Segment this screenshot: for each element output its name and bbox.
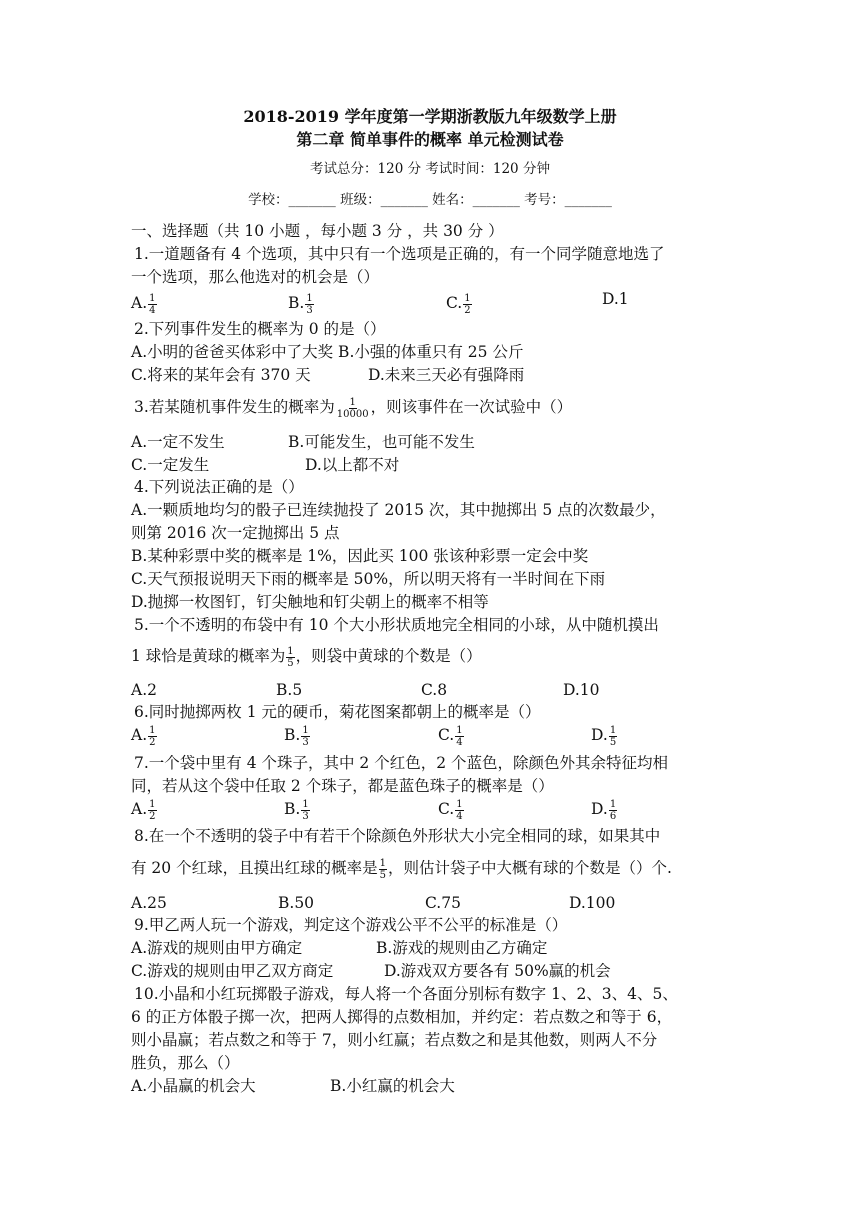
q4-option-a-line2: 则第 2016 次一定抛掷出 5 点 bbox=[131, 524, 340, 542]
q6-option-a: A. $\frac{1}{2}$ bbox=[131, 724, 156, 748]
q6-option-b: B. $\frac{1}{3}$ bbox=[284, 724, 309, 748]
q5-stem-line2: 1 球恰是黄球的概率为 $\frac{1}{5}$ ，则袋中黄球的个数是（） bbox=[131, 645, 482, 669]
q7-stem-line2: 同，若从这个袋中任取 2 个珠子，都是蓝色珠子的概率是（） bbox=[131, 777, 554, 795]
q5-option-b: B.5 bbox=[276, 681, 303, 699]
q2-options-ab: A.小明的爸爸买体彩中了大奖 B.小强的体重只有 25 公斤 bbox=[131, 343, 524, 361]
q7-option-c: C. $\frac{1}{4}$ bbox=[438, 798, 463, 822]
q1-stem-line1: 1.一道题备有 4 个选项，其中只有一个选项是正确的，有一个同学随意地选了 bbox=[134, 245, 665, 263]
q9-option-d: D.游戏双方要各有 50%赢的机会 bbox=[384, 962, 611, 980]
q3-option-b: B.可能发生，也可能不发生 bbox=[288, 433, 475, 451]
q3-option-a: A.一定不发生 bbox=[131, 433, 225, 451]
q9-option-b: B.游戏的规则由乙方确定 bbox=[376, 939, 548, 957]
q1-option-a: A. $\frac{1}{4}$ bbox=[131, 292, 156, 316]
q9-stem: 9.甲乙两人玩一个游戏，判定这个游戏公平不公平的标准是（） bbox=[134, 916, 568, 934]
exam-title-line1: 2018-2019 学年度第一学期浙教版九年级数学上册 bbox=[243, 107, 617, 126]
q8-stem-line1: 8.在一个不透明的袋子中有若干个除颜色外形状大小完全相同的球，如果其中 bbox=[134, 827, 661, 845]
q10-stem-line4: 胜负，那么（） bbox=[131, 1054, 240, 1072]
q1-stem-line2: 一个选项，那么他选对的机会是（） bbox=[131, 268, 380, 286]
q8-option-a: A.25 bbox=[131, 894, 167, 912]
q10-stem-line3: 则小晶赢；若点数之和等于 7，则小红赢；若点数之和是其他数，则两人不分 bbox=[131, 1031, 658, 1049]
q7-stem-line1: 7.一个袋中里有 4 个珠子，其中 2 个红色，2 个蓝色，除颜色外其余特征均相 bbox=[134, 754, 669, 772]
q1-option-d: D.1 bbox=[602, 290, 629, 308]
section-heading: 一、选择题（共 10 小题 ，每小题 3 分 ，共 30 分 ） bbox=[131, 222, 504, 240]
q3-option-c: C.一定发生 bbox=[131, 456, 210, 474]
q4-option-a-line1: A.一颗质地均匀的骰子已连续抛投了 2015 次，其中抛掷出 5 点的次数最少， bbox=[131, 501, 666, 519]
q7-option-d: D. $\frac{1}{6}$ bbox=[591, 798, 617, 822]
q9-option-a: A.游戏的规则由甲方确定 bbox=[131, 939, 303, 957]
q7-option-a: A. $\frac{1}{2}$ bbox=[131, 798, 156, 822]
exam-info: 考试总分：120 分 考试时间：120 分钟 bbox=[310, 161, 550, 177]
q9-option-c: C.游戏的规则由甲乙双方商定 bbox=[131, 962, 334, 980]
q8-stem-line2: 有 20 个红球，且摸出红球的概率是 $\frac{1}{5}$ ，则估计袋子中大概有球的个数是（）个. bbox=[131, 857, 672, 881]
q4-option-d: D.抛掷一枚图钉，钉尖触地和钉尖朝上的概率不相等 bbox=[131, 593, 489, 611]
q10-stem-line1: 10.小晶和小红玩掷骰子游戏，每人将一个各面分别标有数字 1、2、3、4、5、 bbox=[134, 985, 678, 1003]
q1-option-c: C. $\frac{1}{2}$ bbox=[446, 292, 471, 316]
q1-option-b: B. $\frac{1}{3}$ bbox=[288, 292, 313, 316]
student-fields: 学校：_______ 班级：_______ 姓名：_______ 考号：_______ bbox=[248, 192, 612, 208]
q6-option-d: D. $\frac{1}{5}$ bbox=[591, 724, 617, 748]
q5-option-a: A.2 bbox=[131, 681, 157, 699]
q4-stem: 4.下列说法正确的是（） bbox=[134, 478, 304, 496]
q5-option-c: C.8 bbox=[421, 681, 448, 699]
q7-option-b: B. $\frac{1}{3}$ bbox=[284, 798, 309, 822]
q5-option-d: D.10 bbox=[563, 681, 600, 699]
q8-option-d: D.100 bbox=[569, 894, 616, 912]
q10-stem-line2: 6 的正方体骰子掷一次，把两人掷得的点数相加，并约定：若点数之和等于 6， bbox=[131, 1008, 673, 1026]
q10-option-b: B.小红赢的机会大 bbox=[330, 1077, 455, 1095]
q2-option-d: D.未来三天必有强降雨 bbox=[368, 366, 525, 384]
q5-stem-line1: 5.一个不透明的布袋中有 10 个大小形状质地完全相同的小球，从中随机摸出 bbox=[134, 616, 659, 634]
q2-stem: 2.下列事件发生的概率为 0 的是（） bbox=[134, 320, 386, 338]
q3-option-d: D.以上都不对 bbox=[305, 456, 400, 474]
q3-stem: 3.若某随机事件发生的概率为 $\frac{1}{10000}$ ，则该事件在一次试验中（） bbox=[134, 396, 573, 420]
exam-title-line2: 第二章 简单事件的概率 单元检测试卷 bbox=[296, 130, 564, 149]
q6-option-c: C. $\frac{1}{4}$ bbox=[438, 724, 463, 748]
q10-option-a: A.小晶赢的机会大 bbox=[131, 1077, 256, 1095]
q6-stem: 6.同时抛掷两枚 1 元的硬币，菊花图案都朝上的概率是（） bbox=[134, 703, 541, 721]
q4-option-c: C.天气预报说明天下雨的概率是 50%，所以明天将有一半时间在下雨 bbox=[131, 570, 606, 588]
q2-option-c: C.将来的某年会有 370 天 bbox=[131, 366, 311, 384]
q4-option-b: B.某种彩票中奖的概率是 1%，因此买 100 张该种彩票一定会中奖 bbox=[131, 547, 589, 565]
q8-option-c: C.75 bbox=[425, 894, 461, 912]
q8-option-b: B.50 bbox=[278, 894, 315, 912]
